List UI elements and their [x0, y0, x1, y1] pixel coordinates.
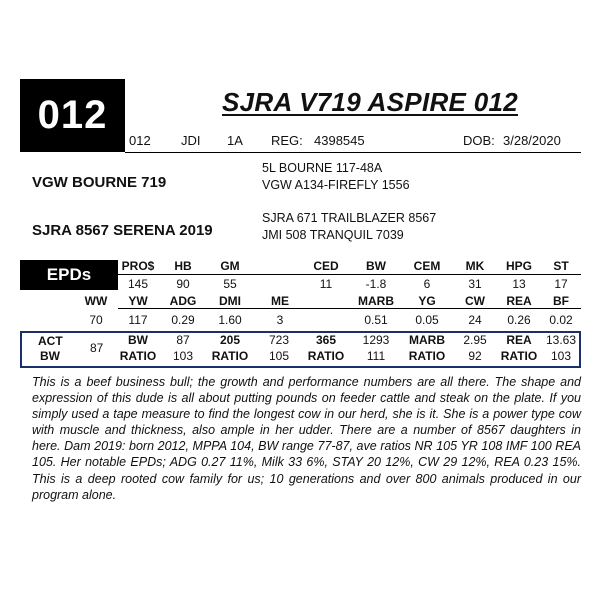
- epd2-header-4: ME: [271, 294, 289, 308]
- act-col-0-bottom: RATIO: [119, 349, 157, 363]
- epd-value-4: -1.8: [365, 277, 387, 291]
- epd-header-7: HPG: [505, 259, 532, 273]
- epd2-value-0: 70: [89, 313, 103, 327]
- sire-sire: 5L BOURNE 117-48A: [262, 161, 383, 175]
- epd2-header-3: DMI: [219, 294, 241, 308]
- epd-header-2: GM: [220, 259, 240, 273]
- act-col-4-bottom: RATIO: [307, 349, 345, 363]
- act-col-2-top: 205: [219, 333, 241, 347]
- epd2-value-6: 0.05: [415, 313, 439, 327]
- epd2-value-7: 24: [468, 313, 482, 327]
- act-col-9-bottom: 103: [550, 349, 572, 363]
- act-col-2-bottom: RATIO: [211, 349, 249, 363]
- epd-value-3: 11: [319, 277, 333, 291]
- epd-value-6: 31: [468, 277, 482, 291]
- epd2-value-8: 0.26: [507, 313, 531, 327]
- epd2-value-9: 0.02: [549, 313, 573, 327]
- act-col-1-bottom: 103: [172, 349, 194, 363]
- dam-name: SJRA 8567 SERENA 2019: [32, 222, 213, 239]
- epd-header-5: CEM: [413, 259, 441, 273]
- act-col-3-bottom: 105: [268, 349, 290, 363]
- epd2-header-9: BF: [553, 294, 569, 308]
- act-col-4-top: 365: [315, 333, 337, 347]
- description: This is a beef business bull; the growth and performance numbers are all there. The shape and expression of this dude is all about putting pounds on feeder cattle and steak on the plate. If you simply used a tape measure to find the longest cow in our herd, she is it. She is a power type cow with muscle and thickness, also ample in her udder. There are a number of 8567 daughters in here. Dam 2019: born 2012, MPPA 104, BW range 77-87, ave ratios NR 105 YR 108 IMF 100 REA 105. Her notable EPDs; ADG 0.27 11%, Milk 33 6%, STAY 20 12%, CW 29 12%, REA 0.23 15%. This is a deep rooted cow family for us; 10 generations and over 800 animals produced in our program alone.: [32, 375, 581, 502]
- act-col-8-bottom: RATIO: [500, 349, 538, 363]
- info-divider: [125, 152, 581, 153]
- act-col-9-top: 13.63: [545, 333, 577, 347]
- epd-header-0: PRO$: [121, 259, 155, 273]
- epd-row2-divider: [118, 308, 581, 309]
- dam-dam: JMI 508 TRANQUIL 7039: [262, 228, 404, 242]
- animal-name: SJRA V719 ASPIRE 012: [222, 87, 518, 117]
- lot-number: 012: [20, 79, 125, 152]
- epd-header-3: CED: [313, 259, 339, 273]
- act-col-3-top: 723: [268, 333, 290, 347]
- dob-label: DOB:: [463, 133, 495, 148]
- dob-value: 3/28/2020: [503, 133, 561, 148]
- dam-sire: SJRA 671 TRAILBLAZER 8567: [262, 211, 437, 225]
- epd-header-6: MK: [465, 259, 485, 273]
- epd-row1-divider: [118, 274, 581, 275]
- act-col-8-top: REA: [506, 333, 532, 347]
- epd2-value-4: 3: [276, 313, 284, 327]
- epd2-value-2: 0.29: [171, 313, 195, 327]
- act-col-7-top: 2.95: [463, 333, 487, 347]
- sire-name: VGW BOURNE 719: [32, 174, 167, 191]
- code: 1A: [227, 133, 243, 148]
- epd2-value-3: 1.60: [218, 313, 242, 327]
- epd2-header-5: MARB: [358, 294, 394, 308]
- act-col-1-top: 87: [176, 333, 190, 347]
- epd-header-4: BW: [366, 259, 386, 273]
- act-label: ACT: [38, 334, 63, 348]
- epd2-header-1: YW: [128, 294, 148, 308]
- epd2-header-6: YG: [418, 294, 436, 308]
- epd2-header-2: ADG: [169, 294, 197, 308]
- epd-header-1: HB: [174, 259, 192, 273]
- act-bw-value: 87: [90, 341, 104, 355]
- epd-value-8: 17: [554, 277, 568, 291]
- epd2-header-7: CW: [465, 294, 485, 308]
- act-col-6-bottom: RATIO: [408, 349, 446, 363]
- act-bw-label: BW: [40, 349, 60, 363]
- act-col-7-bottom: 92: [468, 349, 482, 363]
- epd-header-8: ST: [553, 259, 569, 273]
- epd-value-2: 55: [223, 277, 237, 291]
- tattoo: 012: [129, 133, 151, 148]
- reg-label: REG:: [271, 133, 303, 148]
- sire-dam: VGW A134-FIREFLY 1556: [262, 178, 410, 192]
- reg-value: 4398545: [314, 133, 365, 148]
- act-col-5-bottom: 111: [366, 349, 386, 363]
- epd-value-1: 90: [176, 277, 190, 291]
- act-col-6-top: MARB: [409, 333, 445, 347]
- epd2-header-8: REA: [506, 294, 532, 308]
- epd2-value-5: 0.51: [364, 313, 388, 327]
- epd2-value-1: 117: [128, 313, 148, 327]
- epd-value-0: 145: [127, 277, 149, 291]
- epd2-header-0: WW: [84, 294, 108, 308]
- act-col-0-top: BW: [128, 333, 148, 347]
- epd-value-7: 13: [512, 277, 526, 291]
- prefix: JDI: [181, 133, 201, 148]
- epd-value-5: 6: [423, 277, 431, 291]
- act-col-5-top: 1293: [362, 333, 390, 347]
- epds-label: EPDs: [20, 260, 118, 290]
